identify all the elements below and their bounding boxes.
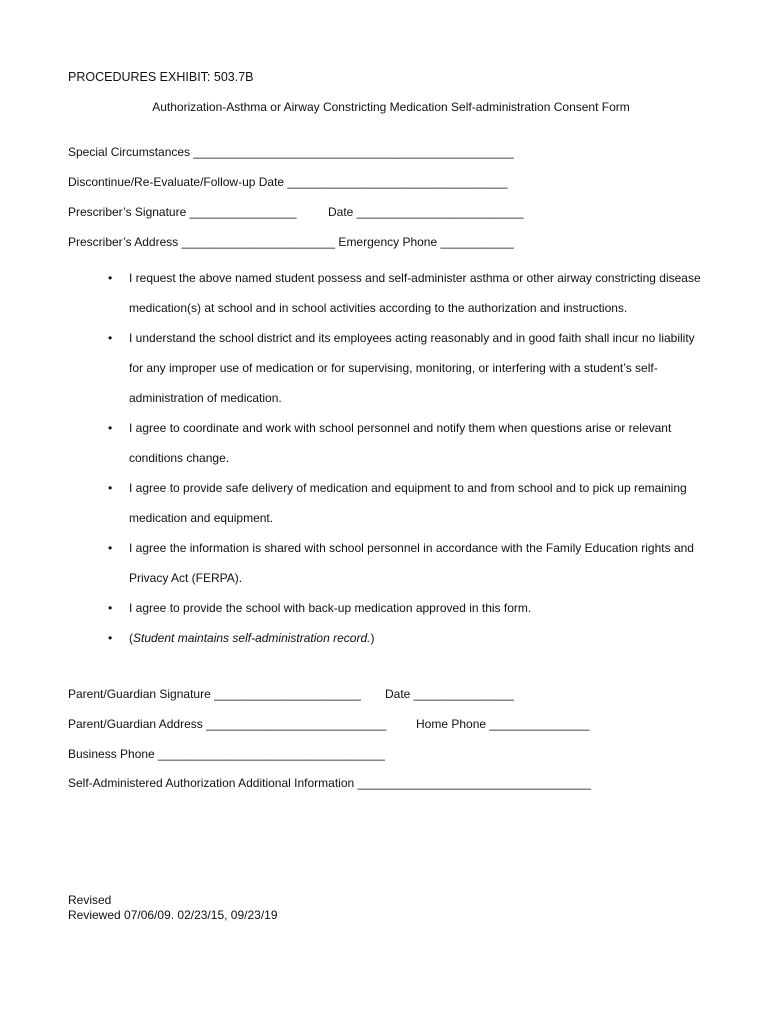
bullet-icon: •	[108, 271, 113, 285]
prescriber-date-field[interactable]: Date _________________________	[328, 205, 524, 219]
discontinue-date-field[interactable]: Discontinue/Re-Evaluate/Follow-up Date _________________________________	[68, 175, 508, 189]
list-item	[68, 473, 708, 533]
statement-text: I agree to provide the school with back-up medication approved in this form.	[129, 601, 532, 615]
bullet-icon: •	[108, 421, 113, 435]
business-phone-field[interactable]: Business Phone __________________________________	[68, 747, 385, 761]
prescriber-address-field[interactable]: Prescriber’s Address _______________________ Emergency Phone ___________	[68, 235, 514, 249]
form-title: Authorization-Asthma or Airway Constricting Medication Self-administration Consent Form	[152, 100, 630, 114]
bullet-icon: •	[108, 331, 113, 345]
statement-text: I request the above named student possess and self-administer asthma or other airway constricting disease medication(s) at school and in school activities according to the authorization and instructions.	[129, 271, 701, 315]
list-item	[68, 323, 708, 413]
revision-notes	[68, 893, 278, 923]
bullet-icon: •	[108, 631, 113, 645]
bullet-icon: •	[108, 541, 113, 555]
bullet-icon: •	[108, 481, 113, 495]
list-item: • (Student maintains self-administration record.)	[68, 623, 708, 653]
statement-text-italic: Student maintains self-administration record.	[133, 631, 371, 645]
prescriber-signature-field[interactable]: Prescriber’s Signature ________________	[68, 205, 297, 219]
parent-date-field[interactable]: Date _______________	[385, 687, 514, 701]
statement-text: I agree to coordinate and work with school personnel and notify them when questions arise or relevant conditions change.	[129, 421, 672, 465]
additional-info-field[interactable]: Self-Administered Authorization Additional Information ___________________________________	[68, 776, 592, 790]
special-circumstances-field[interactable]: Special Circumstances ________________________________________________	[68, 145, 514, 159]
home-phone-field[interactable]: Home Phone _______________	[416, 717, 590, 731]
parent-signature-field[interactable]: Parent/Guardian Signature ______________________	[68, 687, 361, 701]
list-item	[68, 593, 708, 623]
statement-text: I understand the school district and its employees acting reasonably and in good faith shall incur no liability for any improper use of medication or for supervising, monitoring, or interfering with a student’s self-administration of medication.	[129, 331, 695, 405]
list-item	[68, 533, 708, 593]
list-item	[68, 263, 708, 323]
statement-text: I agree the information is shared with school personnel in accordance with the Family Education rights and Privacy Act (FERPA).	[129, 541, 694, 585]
statement-text: I agree to provide safe delivery of medication and equipment to and from school and to pick up remaining medication and equipment.	[129, 481, 687, 525]
consent-statements	[68, 263, 708, 653]
list-item	[68, 413, 708, 473]
exhibit-number: PROCEDURES EXHIBIT: 503.7B	[68, 70, 254, 84]
reviewed-dates: Reviewed 07/06/09. 02/23/15, 09/23/19	[68, 908, 278, 922]
revised-label: Revised	[68, 893, 112, 907]
bullet-icon: •	[108, 601, 113, 615]
parent-address-field[interactable]: Parent/Guardian Address ___________________________	[68, 717, 387, 731]
